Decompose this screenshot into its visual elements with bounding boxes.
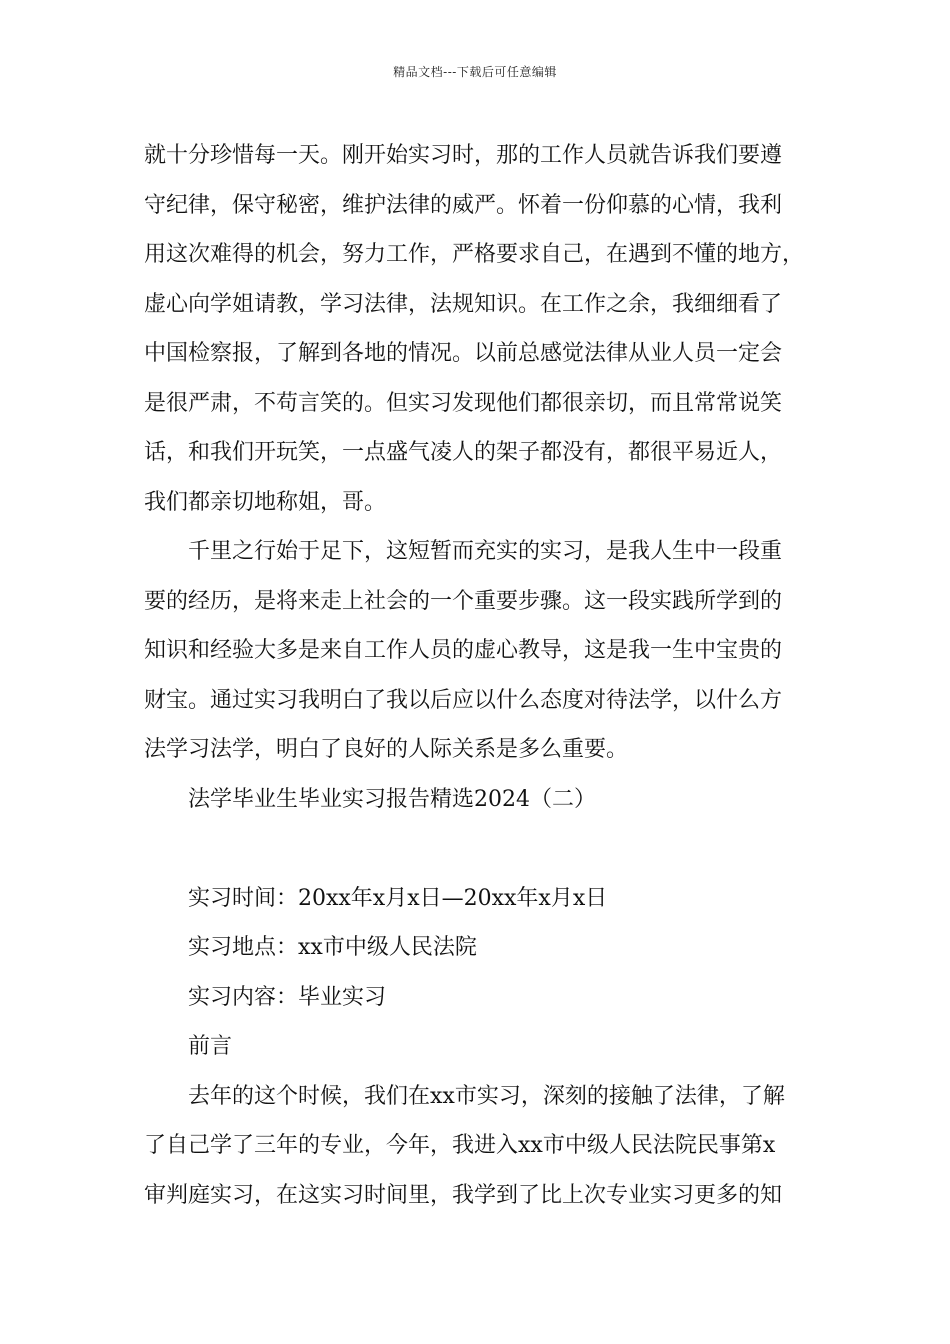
paragraph xyxy=(144,1072,816,1221)
text-line: 要的经历，是将来走上社会的一个重要步骤。这一段实践所学到的 xyxy=(144,588,783,614)
text-line: 用这次难得的机会，努力工作，严格要求自己，在遇到不懂的地方， xyxy=(144,242,805,267)
text-line: 就十分珍惜每一天。刚开始实习时，那的工作人员就告诉我们要遵 xyxy=(144,143,783,168)
text-line: 千里之行始于足下，这短暂而充实的实习，是我人生中一段重 xyxy=(188,539,783,564)
preface-heading: 前言 xyxy=(188,1034,233,1059)
text-line: 审判庭实习，在这实习时间里，我学到了比上次专业实习更多的知 xyxy=(144,1182,783,1208)
text-line: 知识和经验大多是来自工作人员的虚心教导，这是我一生中宝贵的 xyxy=(144,638,783,663)
text-line: 中国检察报，了解到各地的情况。以前总感觉法律从业人员一定会 xyxy=(144,341,783,366)
section-heading xyxy=(144,775,816,825)
text-line: 我们都亲切地称姐，哥。 xyxy=(144,489,387,515)
text-line: 虚心向学姐请教，学习法律，法规知识。在工作之余，我细细看了 xyxy=(144,291,783,317)
info-block xyxy=(144,874,816,1072)
page-header: 精品文档---下载后可任意编辑 xyxy=(393,65,557,79)
blank-line xyxy=(144,824,816,874)
document-body xyxy=(144,131,816,1220)
paragraph xyxy=(144,527,816,775)
heading-text: 法学毕业生毕业实习报告精选2024（二） xyxy=(188,786,596,812)
text-line: 了自己学了三年的专业，今年，我进入xx市中级人民法院民事第x xyxy=(144,1133,776,1158)
text-line: 守纪律，保守秘密，维护法律的威严。怀着一份仰慕的心情，我利 xyxy=(144,192,783,218)
text-line: 去年的这个时候，我们在xx市实习，深刻的接触了法律，了解 xyxy=(188,1083,785,1109)
text-line: 话，和我们开玩笑，一点盛气凌人的架子都没有，都很平易近人， xyxy=(144,440,783,465)
internship-location: 实习地点：xx市中级人民法院 xyxy=(188,935,477,960)
internship-content: 实习内容：毕业实习 xyxy=(188,984,387,1010)
paragraph xyxy=(144,131,816,527)
text-line: 财宝。通过实习我明白了我以后应以什么态度对待法学，以什么方 xyxy=(144,687,783,713)
text-line: 法学习法学，明白了良好的人际关系是多么重要。 xyxy=(144,737,629,762)
text-line: 是很严肃，不苟言笑的。但实习发现他们都很亲切，而且常常说笑 xyxy=(144,390,783,416)
internship-time: 实习时间：20xx年x月x日—20xx年x月x日 xyxy=(188,885,608,911)
